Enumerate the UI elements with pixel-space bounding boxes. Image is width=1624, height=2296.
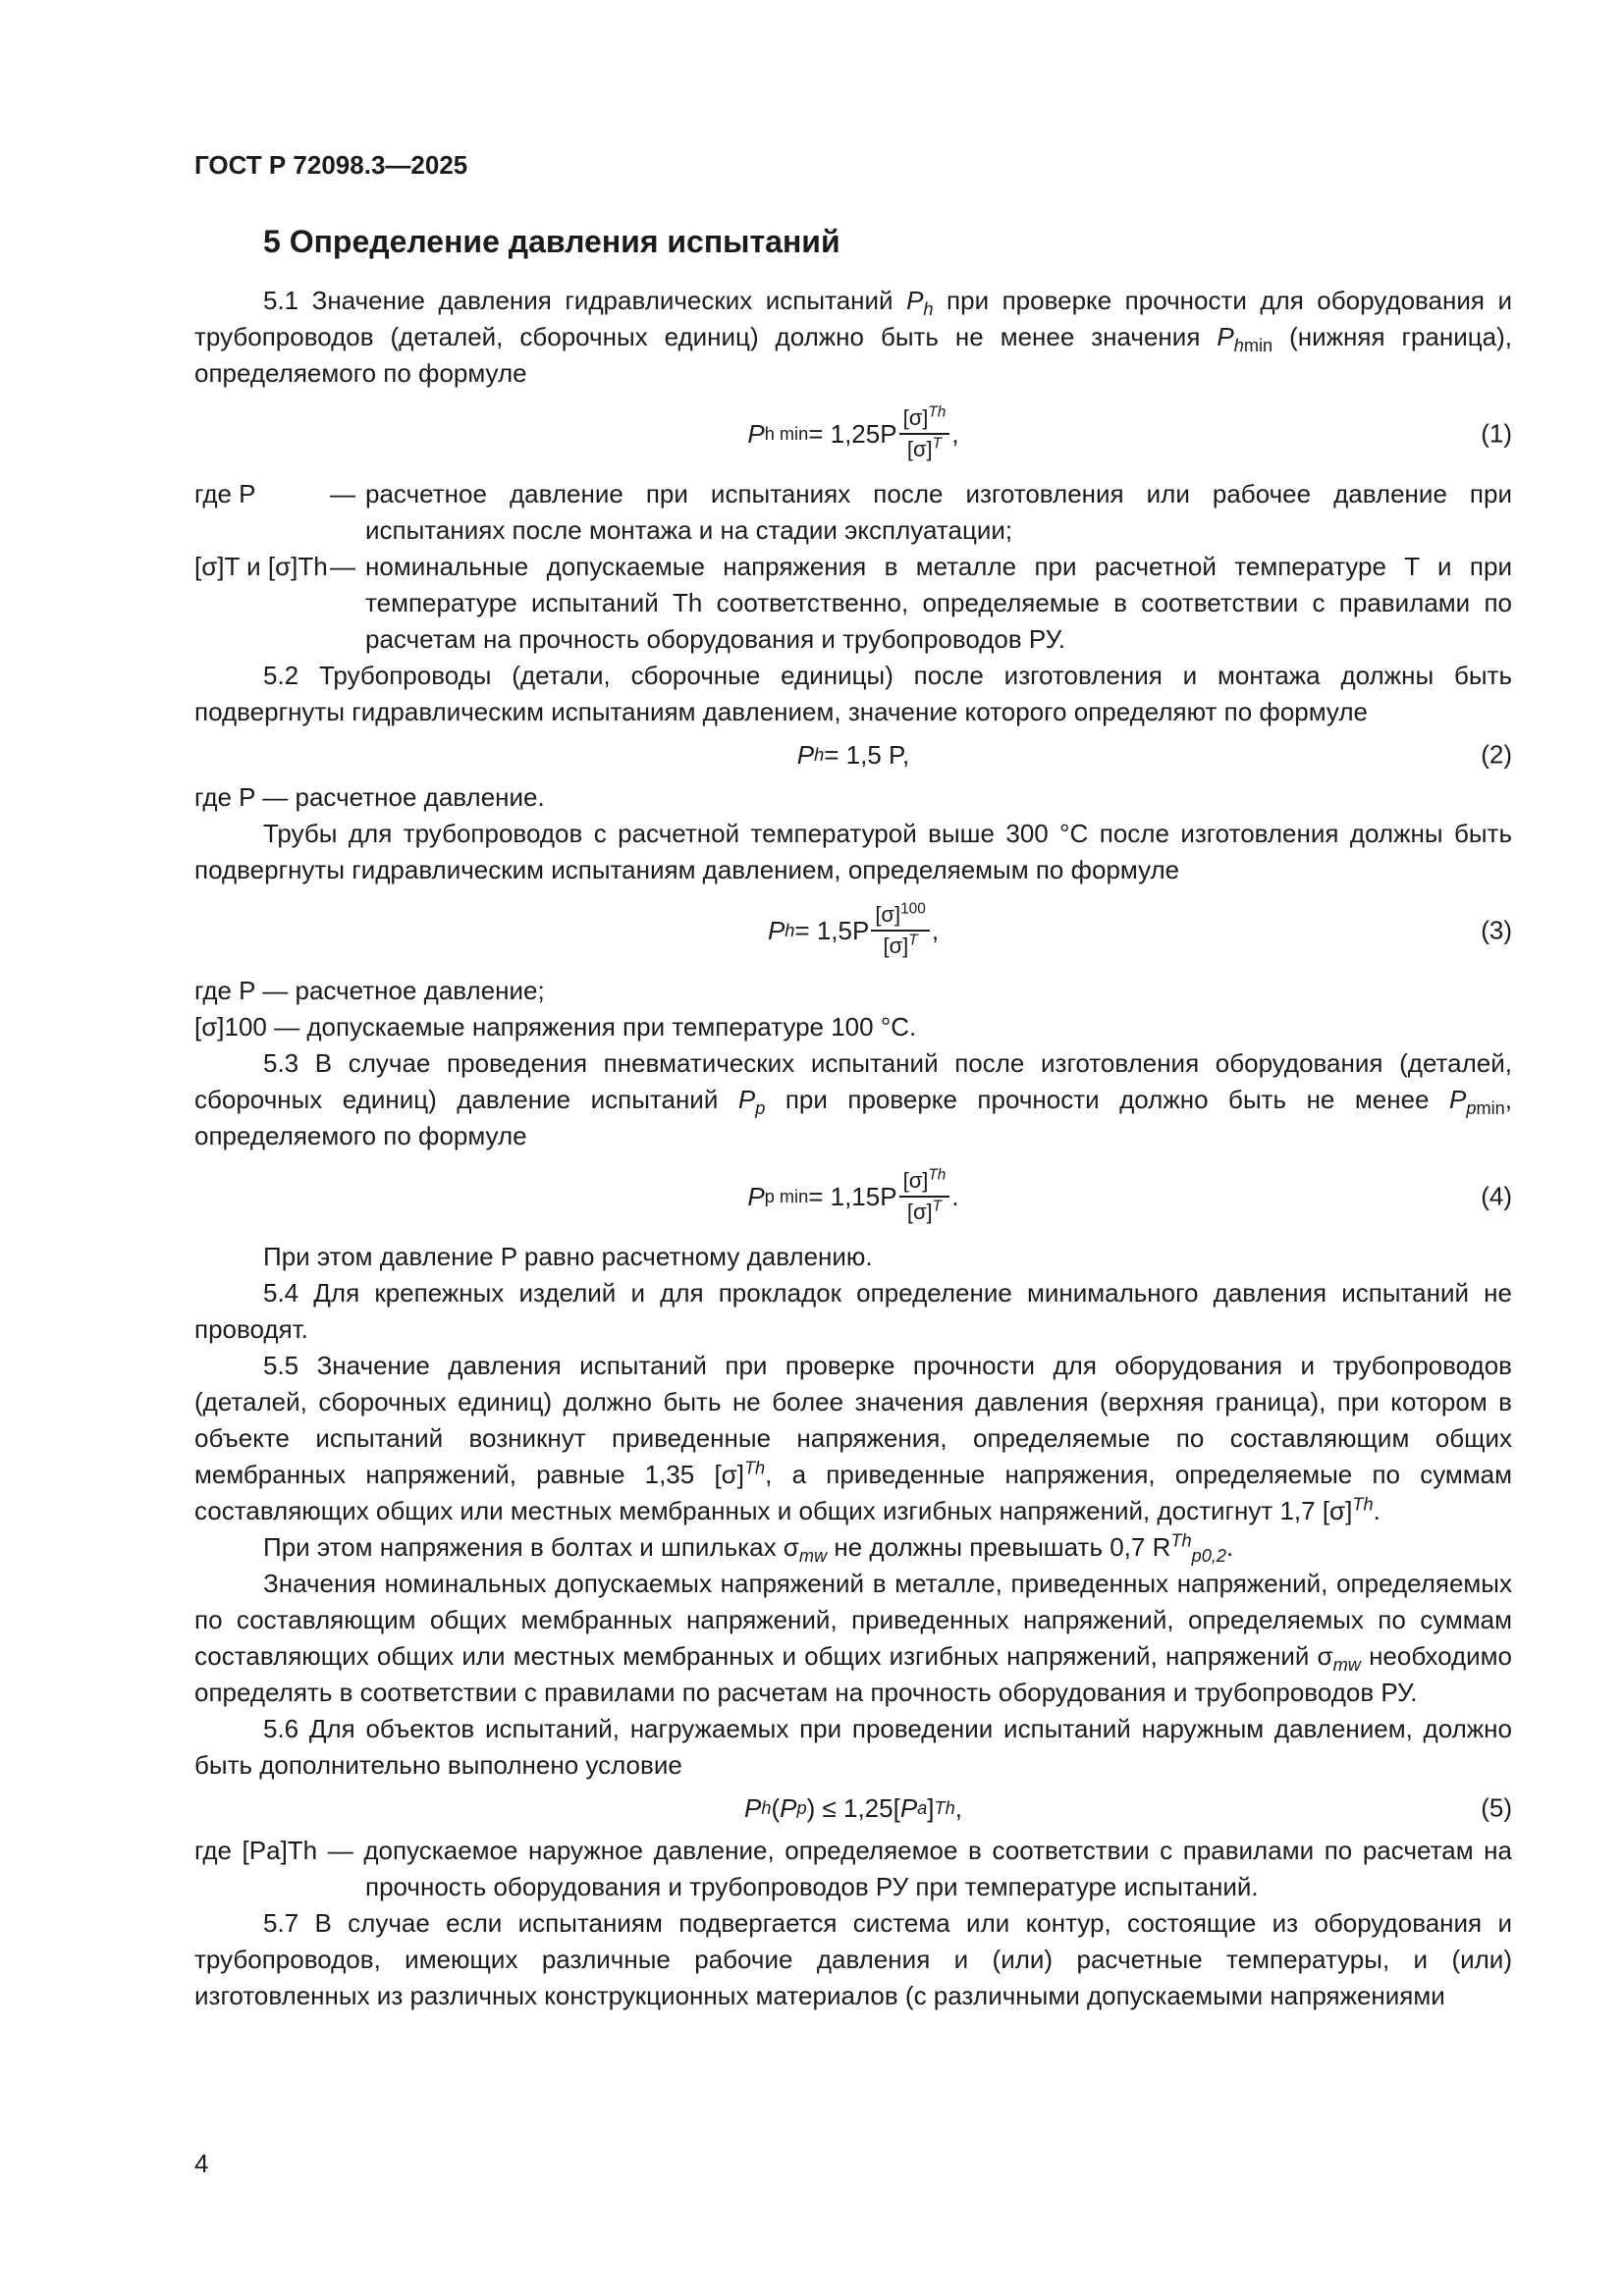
fraction-denominator: [σ]	[906, 437, 933, 461]
fraction	[871, 900, 930, 961]
formula-rhs: = 1,5 P,	[824, 739, 910, 770]
text-run: , определяемого по формуле	[194, 1085, 1512, 1150]
document-header: ГОСТ Р 72098.3—2025	[194, 150, 468, 180]
text-run: при проверке прочности для оборудования и трубопроводов (деталей, сборочных единиц) должно быть не менее значения	[194, 286, 1513, 351]
superscript: Th	[1170, 1530, 1192, 1551]
formula-5-expression: P h ( P p ) ≤ 1,25[ P a ] Th ,	[194, 1784, 1512, 1833]
definition-term: где P	[194, 479, 256, 508]
definition-text: номинальные допускаемые напряжения в металле при расчетной температуре T и при температуре испытаний Th соответственно, определяемые в соответствии с правилами по расчетам на прочность оборудования и трубопроводов РУ.	[365, 552, 1512, 654]
fraction	[899, 403, 950, 464]
formula-number: (4)	[1481, 1181, 1512, 1211]
text-run: (нижняя граница), определяемого по формуле	[194, 322, 1513, 388]
subscript: p0,2	[1191, 1546, 1227, 1567]
formula-symbol: P	[767, 915, 785, 945]
text-run: При этом напряжения в болтах и шпильках σ	[263, 1532, 799, 1562]
definition-text: допускаемое наружное давление, определяемое в соответствии с правилами по расчетам на прочность оборудования и трубопроводов РУ при температуре испытаний.	[363, 1836, 1512, 1901]
paragraph-5-5: 5.5 Значение давления испытаний при проверке прочности для оборудования и трубопроводов (деталей, сборочных единиц) должно быть не более значения давления (верхняя граница), при котором в объекте испытаний возникнут приведенные напряжения, определяемые по составляющим общих мембранных напряжений, равные 1,35 $[\sigma]^{Th}$, а приведенные напряжения, определяемые по суммам составляющих общих или местных мембранных и общих изгибных напряжений, достигнут 1,7 $[\sigma]^{Th}$.	[194, 1351, 1512, 1525]
formula-4	[194, 1154, 1512, 1239]
text-run: 5.3 В случае проведения пневматических испытаний после изготовления оборудования (деталей, сборочных единиц) давление испытаний	[194, 1048, 1512, 1114]
definition-row	[194, 476, 1512, 549]
paragraph-5-5-values	[194, 1566, 1512, 1711]
fraction-denominator: [σ]	[906, 1200, 933, 1224]
paragraph-5-7: 5.7 В случае если испытаниям подвергается система или контур, состоящие из оборудования и трубопроводов, имеющих различные рабочие давления и (или) расчетные температуры, и (или) изготовленных из различных конструкционных материалов (с различными допускаемыми напряжениями	[194, 1908, 1512, 2010]
definition-line: где P — расчетное давление;	[194, 976, 545, 1005]
formula-number: (5)	[1481, 1792, 1512, 1823]
definition-dash: —	[330, 479, 355, 508]
text-run: не должны превышать 0,7 R	[827, 1532, 1171, 1562]
paragraph-5-6: 5.6 Для объектов испытаний, нагружаемых при проведении испытаний наружным давлением, должно быть дополнительно выполнено условие	[194, 1714, 1512, 1780]
formula-4-expression: P p min = 1,15P $\frac{[\sigma]^{Th}}{[\sigma]^T}$ .	[194, 1154, 1512, 1239]
definitions-1	[194, 476, 1512, 658]
formula-number: (1)	[1481, 418, 1512, 449]
formula-tail: ,	[951, 418, 959, 449]
formula-rhs: = 1,5P	[794, 915, 870, 945]
subscript: mw	[1332, 1655, 1361, 1676]
page-number: 4	[194, 2149, 209, 2178]
document-body	[194, 283, 1512, 2014]
definition-line: где P — расчетное давление.	[194, 782, 545, 812]
formula-2	[194, 730, 1512, 779]
paragraph-5-3-note: При этом давление P равно расчетному давлению.	[263, 1242, 873, 1271]
text-run: при проверке прочности должно быть не менее	[765, 1085, 1449, 1114]
text-run: необходимо определять в соответствии с правилами по расчетам на прочность оборудования и трубопроводов РУ.	[194, 1641, 1513, 1707]
definition-line: [σ]100 — допускаемые напряжения при температуре 100 °С.	[194, 1012, 917, 1041]
paragraph-5-1: 5.1 Значение давления гидравлических испытаний $P_h$ при проверке прочности для оборудования и трубопроводов (деталей, сборочных единиц) должно быть не менее значения $P_{hmin}$ (нижняя граница), определяемого по формуле	[194, 286, 1513, 388]
superscript: Th	[928, 403, 947, 421]
formula-symbol: P	[744, 1792, 762, 1823]
formula-symbol: P	[747, 418, 765, 449]
definition-text: расчетное давление при испытаниях после изготовления или рабочее давление при испытаниях после монтажа и на стадии эксплуатации;	[365, 479, 1512, 545]
definition-row	[194, 549, 1512, 658]
text-run: Значения номинальных допускаемых напряжений в металле, приведенных напряжений, определяемых по составляющим общих мембранных напряжений, приведенных напряжений, определяемых по суммам составляющих общих или местных мембранных и общих изгибных напряжений, напряжений σ	[194, 1569, 1512, 1671]
formula-number: (2)	[1481, 739, 1512, 770]
formula-2-expression	[194, 730, 1512, 779]
formula-subscript: h	[814, 745, 825, 765]
definition-external-pressure	[194, 1833, 1512, 1905]
paragraph-5-5-bolts	[194, 1529, 1512, 1566]
subscript: mw	[798, 1546, 828, 1567]
fraction	[899, 1166, 950, 1227]
text-run: 5.1 Значение давления гидравлических испытаний	[263, 286, 907, 315]
formula-rhs: = 1,25P	[808, 418, 897, 449]
section-title: 5 Определение давления испытаний	[263, 224, 840, 259]
formula-5	[194, 1784, 1512, 1833]
formula-subscript: h	[785, 921, 795, 940]
formula-tail: ,	[931, 915, 940, 945]
text-run: 5.5 Значение давления испытаний при проверке прочности для оборудования и трубопроводов (деталей, сборочных единиц) должно быть не более значения давления (верхняя граница), при котором в объекте испытаний возникнут приведенные напряжения, определяемые по составляющим общих мембранных напряжений, равные 1,35 [σ]	[194, 1351, 1512, 1489]
fraction-numerator: [σ]	[902, 1168, 929, 1193]
fraction-numerator: [σ]	[875, 902, 901, 927]
text-run: , а приведенные напряжения, определяемые по суммам составляющих общих или местных мембранных и общих изгибных напряжений, достигнут 1,7 [σ]	[194, 1460, 1512, 1525]
formula-tail: .	[951, 1181, 959, 1211]
formula-1-expression: P h min = 1,25P $\frac{[\sigma]^{Th}}{[\sigma]^T}$ ,	[194, 392, 1512, 476]
paragraph-5-4: 5.4 Для крепежных изделий и для прокладок определение минимального давления испытаний не проводят.	[194, 1278, 1512, 1344]
formula-3	[194, 888, 1512, 973]
fraction-numerator: [σ]	[902, 405, 929, 430]
definition-term: где [Pa]Th —	[194, 1836, 353, 1865]
paragraph-5-3: 5.3 В случае проведения пневматических испытаний после изготовления оборудования (деталей, сборочных единиц) давление испытаний $P_p$ при проверке прочности должно быть не менее $P_{pmin}$, определяемого по формуле	[194, 1048, 1512, 1150]
formula-1	[194, 392, 1512, 476]
formula-symbol: P	[747, 1181, 765, 1211]
superscript: T	[908, 932, 918, 949]
text-run: .	[1373, 1496, 1380, 1525]
formula-rhs: = 1,15P	[808, 1181, 897, 1211]
formula-symbol: P	[796, 739, 815, 770]
paragraph-5-2: 5.2 Трубопроводы (детали, сборочные единицы) после изготовления и монтажа должны быть подвергнуты гидравлическим испытаниям давлением, значение которого определяют по формуле	[194, 661, 1512, 726]
superscript: T	[932, 435, 943, 453]
formula-3-expression	[194, 888, 1512, 973]
definition-term: [σ]T и [σ]Th	[194, 552, 328, 581]
paragraph-5-2-pipes: Трубы для трубопроводов с расчетной температурой выше 300 °С после изготовления должны быть подвергнуты гидравлическим испытаниям давлением, определяемым по формуле	[194, 819, 1512, 884]
text-run: .	[1226, 1532, 1234, 1562]
formula-number: (3)	[1481, 915, 1512, 945]
superscript: Th	[928, 1166, 947, 1184]
superscript: 100	[900, 900, 926, 918]
superscript: T	[932, 1198, 943, 1215]
fraction-denominator: [σ]	[883, 934, 909, 958]
definition-dash: —	[330, 552, 355, 581]
